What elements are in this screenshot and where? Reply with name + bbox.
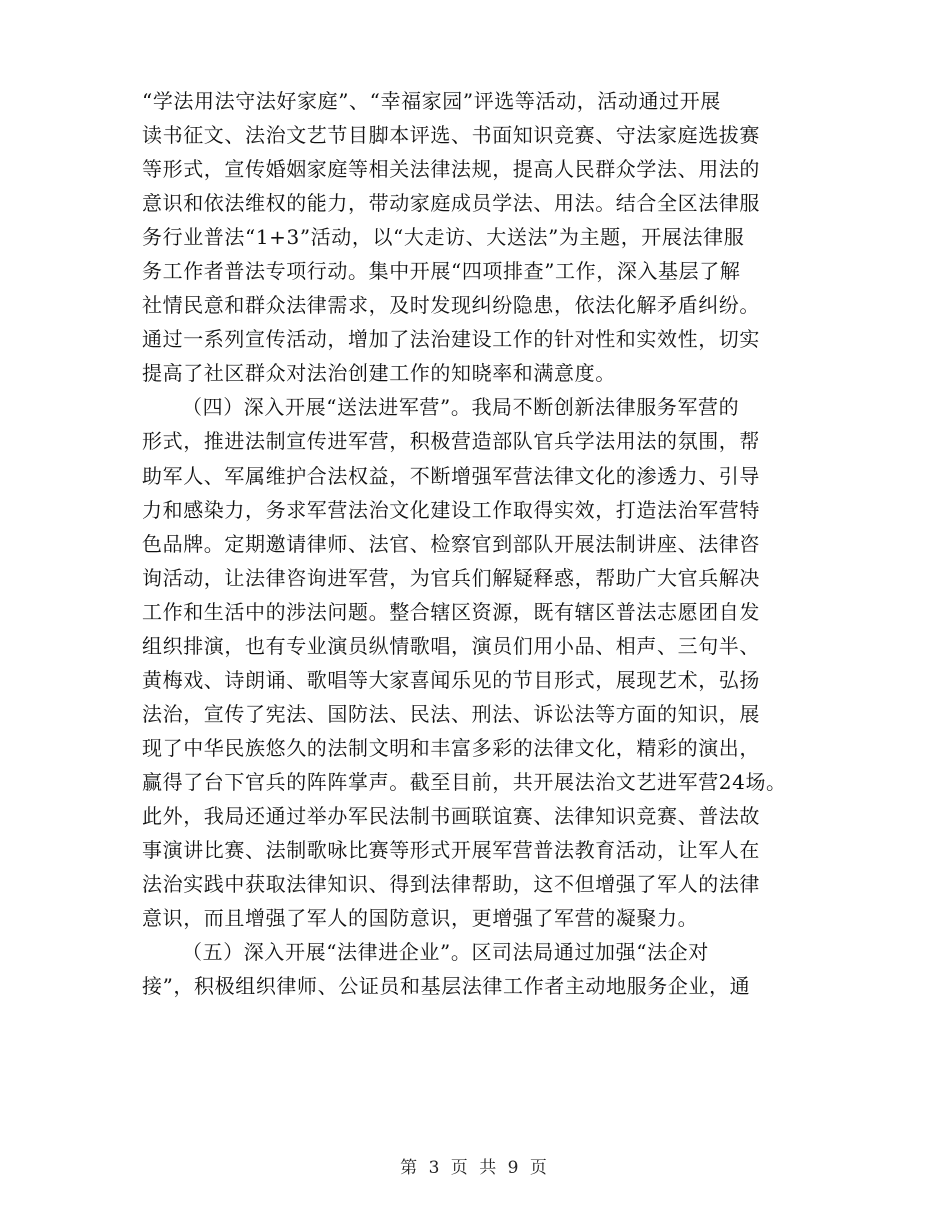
text-line: 色品牌。定期邀请律师、法官、检察官到部队开展法制讲座、法律咨 bbox=[142, 531, 760, 556]
text-line: “学法用法守法好家庭”、“幸福家园”评选等活动，活动通过开展 bbox=[142, 89, 721, 113]
text-line: 力和感染力，务求军营法治文化建设工作取得实效，打造法治军营特 bbox=[142, 497, 760, 522]
text-line: 询活动，让法律咨询进军营，为官兵们解疑释惑，帮助广大官兵解决 bbox=[142, 565, 760, 590]
text-line: 现了中华民族悠久的法制文明和丰富多彩的法律文化，精彩的演出， bbox=[142, 735, 760, 760]
text-line: 黄梅戏、诗朗诵、歌唱等大家喜闻乐见的节目形式，展现艺术，弘扬 bbox=[142, 667, 760, 692]
text-line: 接”，积极组织律师、公证员和基层法律工作者主动地服务企业，通 bbox=[142, 974, 751, 999]
text-line: 此外，我局还通过举办军民法制书画联谊赛、法律知识竞赛、普法故 bbox=[142, 803, 760, 828]
text-line: 等形式，宣传婚姻家庭等相关法律法规，提高人民群众学法、用法的 bbox=[142, 157, 760, 182]
text-line: 通过一系列宣传活动，增加了法治建设工作的针对性和实效性，切实 bbox=[142, 327, 760, 352]
text-line: 赢得了台下官兵的阵阵掌声。截至目前，共开展法治文艺进军营24场。 bbox=[142, 769, 787, 794]
text-line: 形式，推进法制宣传进军营，积极营造部队官兵学法用法的氛围，帮 bbox=[142, 429, 760, 454]
text-line: 社情民意和群众法律需求，及时发现纠纷隐患，依法化解矛盾纠纷。 bbox=[142, 293, 760, 318]
section-four-heading-line: （四）深入开展“送法进军营”。我局不断创新法律服务军营的 bbox=[182, 395, 740, 420]
text-line: 组织排演，也有专业演员纵情歌唱，演员们用小品、相声、三句半、 bbox=[142, 633, 760, 658]
text-line: 提高了社区群众对法治创建工作的知晓率和满意度。 bbox=[142, 361, 616, 386]
page-number-footer: 第 3 页 共 9 页 bbox=[400, 1158, 550, 1178]
text-line: 工作和生活中的涉法问题。整合辖区资源，既有辖区普法志愿团自发 bbox=[142, 599, 760, 624]
text-line: 事演讲比赛、法制歌咏比赛等形式开展军营普法教育活动，让军人在 bbox=[142, 838, 760, 863]
text-line: 意识和依法维权的能力，带动家庭成员学法、用法。结合全区法律服 bbox=[142, 191, 760, 216]
text-line: 务行业普法“1+3”活动，以“大走访、大送法”为主题，开展法律服 bbox=[142, 225, 745, 250]
text-line: 法治，宣传了宪法、国防法、民法、刑法、诉讼法等方面的知识，展 bbox=[142, 701, 760, 726]
text-line: 助军人、军属维护合法权益，不断增强军营法律文化的渗透力、引导 bbox=[142, 463, 760, 488]
body-text bbox=[142, 84, 842, 1003]
text-line: 读书征文、法治文艺节目脚本评选、书面知识竞赛、守法家庭选拔赛 bbox=[142, 123, 760, 148]
text-line: 法治实践中获取法律知识、得到法律帮助，这不但增强了军人的法律 bbox=[142, 872, 760, 897]
text-line: 务工作者普法专项行动。集中开展“四项排查”工作，深入基层了解 bbox=[142, 259, 741, 284]
text-line: 意识，而且增强了军人的国防意识，更增强了军营的凝聚力。 bbox=[142, 906, 699, 931]
section-five-heading-line: （五）深入开展“法律进企业”。区司法局通过加强“法企对 bbox=[182, 940, 709, 965]
